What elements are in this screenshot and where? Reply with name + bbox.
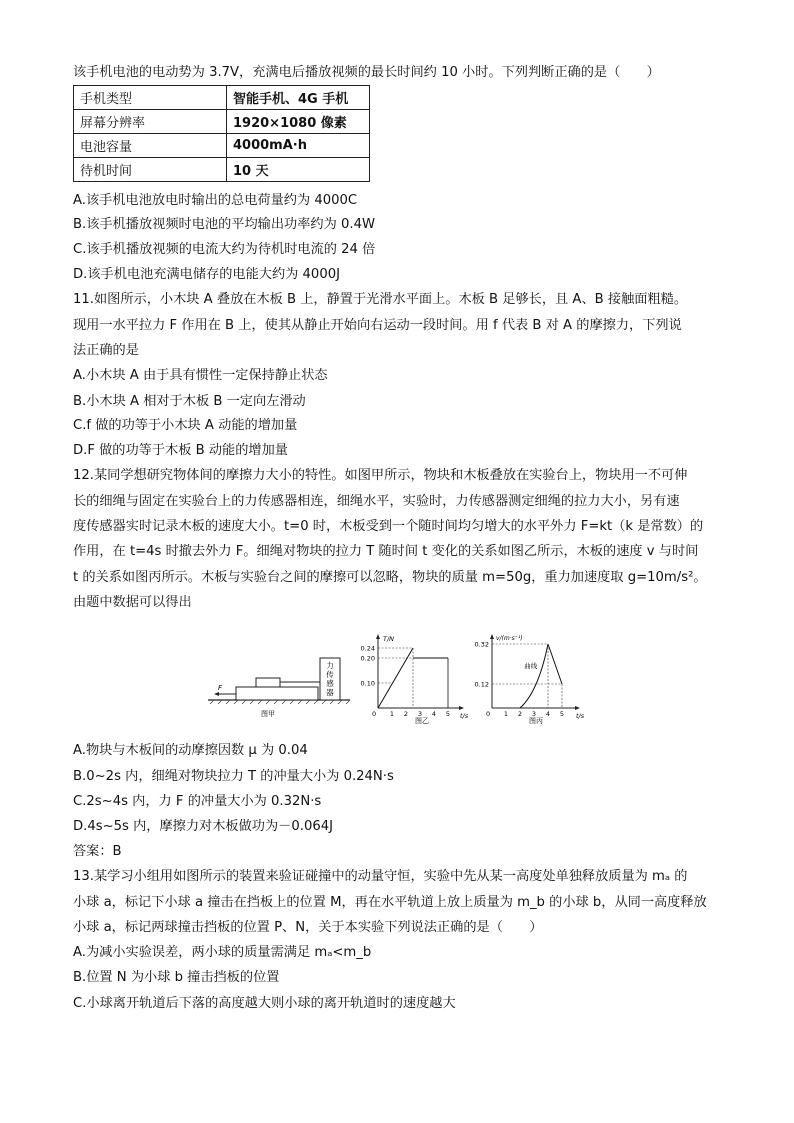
table-row	[74, 158, 370, 182]
figure-yi	[361, 634, 469, 725]
q11-stem-line: 法正确的是	[73, 343, 139, 358]
q13-stem-line: 13.某学习小组用如图所示的装置来验证碰撞中的动量守恒，实验中先从某一高度处单独释放质量为 mₐ 的	[73, 869, 688, 884]
q13-stem-line: 小球 a，标记两球撞击挡板的位置 P、N，关于本实验下列说法正确的是（ ）	[73, 920, 543, 935]
q11-option-a: A.小木块 A 由于具有惯性一定保持静止状态	[73, 368, 328, 383]
x-tick-label: 1	[503, 710, 509, 718]
table-row	[74, 134, 370, 158]
force-label: F	[218, 684, 223, 692]
y-axis-label: v/(m·s⁻¹)	[496, 635, 523, 642]
x-tick-label: 1	[389, 710, 395, 718]
x-tick-label: 4	[431, 710, 437, 718]
q12-option-a: A.物块与木板间的动摩擦因数 μ 为 0.04	[73, 743, 308, 758]
y-ticks	[361, 644, 375, 687]
q13-option-a: A.为减小实验误差，两小球的质量需满足 mₐ<m_b	[73, 945, 372, 960]
arrow-head-icon	[376, 634, 380, 639]
spec-value: 4000mA·h	[227, 134, 370, 158]
arrow-head-icon	[214, 692, 219, 696]
q11-option-b: B.小木块 A 相对于木板 B 一定向左滑动	[73, 394, 306, 409]
x-axis-label: t/s	[460, 712, 469, 720]
x-tick-label: 5	[445, 710, 451, 718]
q10-option-c: C.该手机播放视频的电流大约为待机时电流的 24 倍	[73, 242, 376, 257]
yi-marks	[378, 648, 448, 708]
q12-stem-line: 长的细绳与固定在实验台上的力传感器相连，细绳水平，实验时，力传感器测定细绳的拉力大小，另有速	[73, 494, 680, 509]
q12-option-d: D.4s~5s 内，摩擦力对木板做功为－0.064J	[73, 819, 334, 834]
q13-option-b: B.位置 N 为小球 b 撞击挡板的位置	[73, 970, 280, 985]
bing-marks	[492, 644, 562, 708]
table-row	[74, 110, 370, 134]
x-tick-label: 2	[403, 710, 409, 718]
q12-option-b: B.0~2s 内，细绳对物块拉力 T 的冲量大小为 0.24N·s	[73, 769, 394, 784]
velocity-decline-line	[548, 644, 562, 684]
q10-option-a: A.该手机电池放电时输出的总电荷量约为 4000C	[73, 193, 358, 208]
origin-label: 0	[372, 710, 377, 718]
sensor-label: 器	[326, 688, 334, 697]
phone-spec-table	[73, 85, 370, 182]
x-tick-label: 2	[517, 710, 523, 718]
y-tick-label: 0.10	[360, 679, 375, 688]
figure-jia	[208, 658, 350, 718]
figure-caption: 图甲	[261, 710, 275, 718]
arrow-head-icon	[490, 634, 494, 639]
sensor-label: 传	[326, 670, 334, 679]
wood-board	[236, 687, 318, 700]
tension-rise-line	[378, 648, 413, 708]
y-tick-label: 0.12	[474, 680, 489, 689]
table-row	[74, 86, 370, 110]
q11-option-c: C.f 做的功等于小木块 A 动能的增加量	[73, 418, 298, 433]
q12-answer: 答案：B	[73, 844, 122, 859]
arrow-head-icon	[459, 706, 464, 710]
y-tick-label: 0.24	[360, 644, 375, 653]
spec-key: 待机时间	[74, 158, 227, 182]
q11-option-d: D.F 做的功等于木板 B 动能的增加量	[73, 443, 288, 458]
spec-key: 屏幕分辨率	[74, 110, 227, 134]
q10-option-d: D.该手机电池充满电储存的电能大约为 4000J	[73, 267, 340, 282]
x-tick-label: 4	[545, 710, 551, 718]
figure-caption: 图乙	[415, 717, 429, 725]
spec-value: 10 天	[227, 158, 370, 182]
q10-stem: 该手机电池的电动势为 3.7V，充满电后播放视频的最长时间约 10 小时。下列判断正确的是（ ）	[73, 65, 660, 80]
q12-stem-line: 作用，在 t=4s 时撤去外力 F。细绳对物块的拉力 T 随时间 t 变化的关系如图乙所示，木板的速度 v 与时间	[73, 544, 699, 559]
figure-bing	[475, 634, 585, 725]
y-tick-label: 0.20	[360, 654, 375, 663]
q12-stem-line: t 的关系如图丙所示。木板与实验台之间的摩擦可以忽略，物块的质量 m=50g，重力加速度取 g=10m/s²。	[73, 570, 707, 585]
q11-stem-line: 11.如图所示，小木块 A 叠放在木板 B 上，静置于光滑水平面上。木板 B 足够长，且 A、B 接触面粗糙。	[73, 292, 688, 307]
x-axis-label: t/s	[576, 712, 585, 720]
q11-stem-line: 现用一水平拉力 F 作用在 B 上，使其从静止开始向右运动一段时间。用 f 代表 B 对 A 的摩擦力，下列说	[73, 318, 682, 333]
q12-stem-line: 由题中数据可以得出	[73, 595, 192, 610]
figure-caption: 图丙	[529, 717, 543, 725]
spec-key: 电池容量	[74, 134, 227, 158]
y-axis-label: T/N	[383, 635, 395, 643]
sensor-label: 感	[326, 679, 334, 688]
spec-key: 手机类型	[74, 86, 227, 110]
block	[256, 678, 280, 687]
q12-figures	[200, 632, 600, 737]
q12-option-c: C.2s~4s 内，力 F 的冲量大小为 0.32N·s	[73, 794, 322, 809]
spec-value: 1920×1080 像素	[227, 110, 370, 134]
x-tick-label: 3	[417, 710, 423, 718]
q12-stem-line: 12.某同学想研究物体间的摩擦力大小的特性。如图甲所示，物块和木板叠放在实验台上，物块用一不可伸	[73, 468, 688, 483]
q10-option-b: B.该手机播放视频时电池的平均输出功率约为 0.4W	[73, 217, 376, 232]
curve-label: 曲线	[524, 662, 538, 670]
q13-option-c: C.小球离开轨道后下落的高度越大则小球的离开轨道时的速度越大	[73, 996, 456, 1011]
q13-stem-line: 小球 a，标记下小球 a 撞击在挡板上的位置 M，再在水平轨道上放上质量为 m_b 的小球 b，从同一高度释放	[73, 895, 707, 910]
q12-stem-line: 度传感器实时记录木板的速度大小。t=0 时，木板受到一个随时间均匀增大的水平外力 F=kt（k 是常数）的	[73, 519, 704, 534]
origin-label: 0	[486, 710, 491, 718]
y-tick-label: 0.32	[474, 640, 489, 649]
y-ticks	[475, 640, 489, 688]
sensor-label: 力	[326, 661, 334, 670]
velocity-curve	[520, 644, 548, 708]
x-tick-label: 3	[531, 710, 537, 718]
spec-value: 智能手机、4G 手机	[227, 86, 370, 110]
arrow-head-icon	[575, 706, 580, 710]
x-tick-label: 5	[559, 710, 565, 718]
